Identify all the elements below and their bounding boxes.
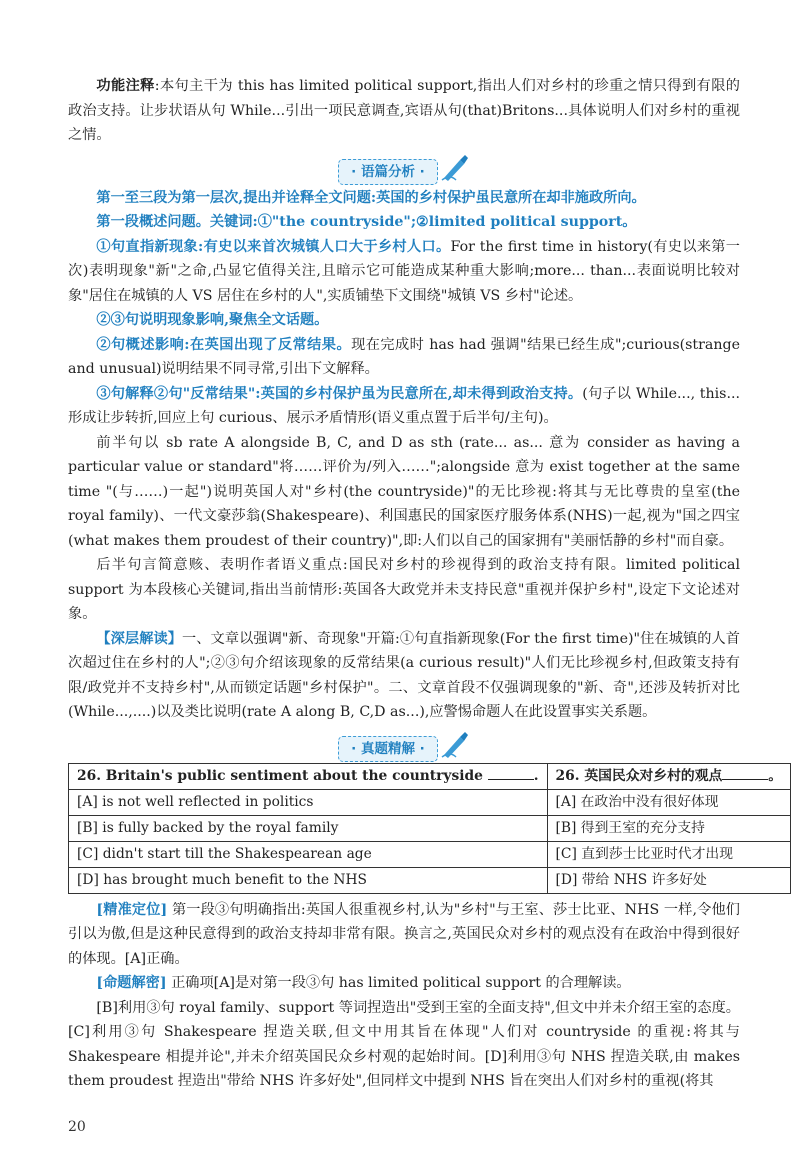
question-decoding bbox=[68, 971, 740, 996]
analysis-p2: ②③句说明现象影响,聚焦全文话题。 bbox=[96, 312, 329, 328]
para1-summary: 第一段概述问题。关键词:①"the countryside";②limited political support。 bbox=[96, 214, 637, 230]
deep-reading-label: 【深层解读】 bbox=[96, 630, 183, 647]
option-en: [B] is fully backed by the royal family bbox=[69, 815, 548, 841]
deep-reading bbox=[68, 627, 740, 725]
question-cn-end: 。 bbox=[768, 767, 783, 784]
analysis-p4 bbox=[68, 382, 740, 431]
positioning-text: 第一段③句明确指出:英国人很重视乡村,认为"乡村"与王室、莎士比亚、NHS 一样,令他们引以为傲,但是这种民意得到的政治支持却非常有限。换言之,英国民众对乡村的观点没有在政治中得到很好的体现。[A]正确。 bbox=[68, 901, 740, 967]
analysis-p1-text: For the first time in history(有史以来第一次)表明现象"新"之命,凸显它值得关注,且暗示它可能造成某种重大影响;more... than...表面说明比较对象"居住在城镇的人 VS 居住在乡村的人",实质铺垫下文围绕"城镇 VS 乡村"论述。 bbox=[68, 238, 740, 304]
option-cn: [B] 得到王室的充分支持 bbox=[547, 815, 791, 841]
section-header-analysis bbox=[68, 154, 740, 182]
analysis-p4-text: (句子以 While..., this...形成让步转折,回应上句 curious、展示矛盾情形(语义重点置于后半句/主句)。 bbox=[68, 385, 740, 426]
distractor-analysis: [B]利用③句 royal family、support 等词捏造出"受到王室的全面支持",但文中并未介绍王室的态度。[C]利用③句 Shakespeare 捏造关联,但文中用其旨在体现"人们对 countryside 的重视:将其与 Shakespeare 相提并论",并未介绍英国民众乡村观的起始时间。[D]利用③句 NHS 捏造关联,由 makes them proudest 捏造出"带给 NHS 许多好处",但同样文中提到 NHS 旨在突出人们对乡村的重视(将其 bbox=[68, 999, 740, 1089]
option-row-d bbox=[69, 867, 791, 893]
analysis-p3-text: 现在完成时 has had 强调"结果已经生成";curious(strange and unusual)说明结果不同寻常,引出下文解释。 bbox=[68, 336, 740, 377]
positioning-label: [精准定位] bbox=[96, 901, 168, 918]
analysis-p5: 前半句以 sb rate A alongside B, C, and D as sth (rate... as... 意为 consider as having a particular value or standard"将……评价为/列入……";alongside 意为 exist together at the same time "(与……)一起")说明英国人对"乡村(the countryside)"的无比珍视:将其与无比尊贵的皇室(the royal family)、一代文豪莎翁(Shakespeare)、利国惠民的国家医疗服务体系(NHS)一起,视为"国之四宝(what makes them proudest of their country)",即:人们以自己的国家拥有"美丽恬静的乡村"而自豪。 bbox=[68, 434, 740, 549]
question-en bbox=[69, 763, 548, 789]
analysis-p3 bbox=[68, 333, 740, 382]
note-text: :本句主干为 this has limited political support,指出人们对乡村的珍重之情只得到有限的政治支持。让步状语从句 While...引出一项民意调查,宾语从句(that)Britons...具体说明人们对乡村的重视之情。 bbox=[68, 78, 740, 143]
section-title-analysis: · 语篇分析 · bbox=[338, 159, 438, 185]
answer-blank bbox=[488, 765, 534, 780]
option-row-c bbox=[69, 841, 791, 867]
analysis-p3-key: ②句概述影响:在英国出现了反常结果。 bbox=[96, 336, 352, 353]
precise-positioning bbox=[68, 898, 740, 972]
option-cn: [D] 带给 NHS 许多好处 bbox=[547, 867, 791, 893]
option-cn: [A] 在政治中没有很好体现 bbox=[547, 789, 791, 815]
question-cn-text: 26. 英国民众对乡村的观点 bbox=[555, 767, 723, 784]
question-cn bbox=[547, 763, 791, 789]
analysis-p4-key: ③句解释②句"反常结果":英国的乡村保护虽为民意所在,却未得到政治支持。 bbox=[96, 385, 583, 402]
question-table bbox=[68, 763, 791, 894]
decoding-text: 正确项[A]是对第一段③句 has limited political support 的合理解读。 bbox=[171, 975, 631, 991]
layer-summary: 第一至三段为第一层次,提出并诠释全文问题:英国的乡村保护虽民意所在却非施政所向。 bbox=[96, 189, 646, 206]
note-label: 功能注释 bbox=[96, 78, 155, 94]
function-note bbox=[68, 74, 740, 148]
option-row-a bbox=[69, 789, 791, 815]
pen-icon bbox=[440, 154, 470, 191]
page-content bbox=[68, 74, 783, 1094]
option-row-b bbox=[69, 815, 791, 841]
option-cn: [C] 直到莎士比亚时代才出现 bbox=[547, 841, 791, 867]
deep-reading-text: 一、文章以强调"新、奇现象"开篇:①句直指新现象(For the first time)"住在城镇的人首次超过住在乡村的人";②③句介绍该现象的反常结果(a curious result)"人们无比珍视乡村,但政策支持有限/政党并不支持乡村",从而锁定话题"乡村保护"。二、文章首段不仅强调现象的"新、奇",还涉及转折对比(While...,....)以及类比说明(rate A along B, C,D as...),应警惕命题人在此设置事实关系题。 bbox=[68, 630, 740, 720]
answer-blank bbox=[722, 765, 768, 780]
page-number: 20 bbox=[68, 1119, 86, 1135]
option-en: [D] has brought much benefit to the NHS bbox=[69, 867, 548, 893]
analysis-p1-key: ①句直指新现象:有史以来首次城镇人口大于乡村人口。 bbox=[96, 238, 451, 255]
section-title-exam: · 真题精解 · bbox=[338, 736, 438, 762]
option-en: [A] is not well reflected in politics bbox=[69, 789, 548, 815]
analysis-p1 bbox=[68, 235, 740, 309]
section-header-exam bbox=[68, 731, 740, 759]
pen-icon bbox=[440, 731, 470, 768]
question-en-end: . bbox=[533, 767, 539, 784]
analysis-p6: 后半句言简意赅、表明作者语义重点:国民对乡村的珍视得到的政治支持有限。limited political support 为本段核心关键词,指出当前情形:英国各大政党并未支持民意"重视并保护乡村",设定下文论述对象。 bbox=[68, 557, 740, 622]
question-en-text: 26. Britain's public sentiment about the countryside bbox=[77, 767, 483, 784]
option-en: [C] didn't start till the Shakespearean age bbox=[69, 841, 548, 867]
question-row bbox=[69, 763, 791, 789]
decoding-label: [命题解密] bbox=[96, 975, 167, 991]
